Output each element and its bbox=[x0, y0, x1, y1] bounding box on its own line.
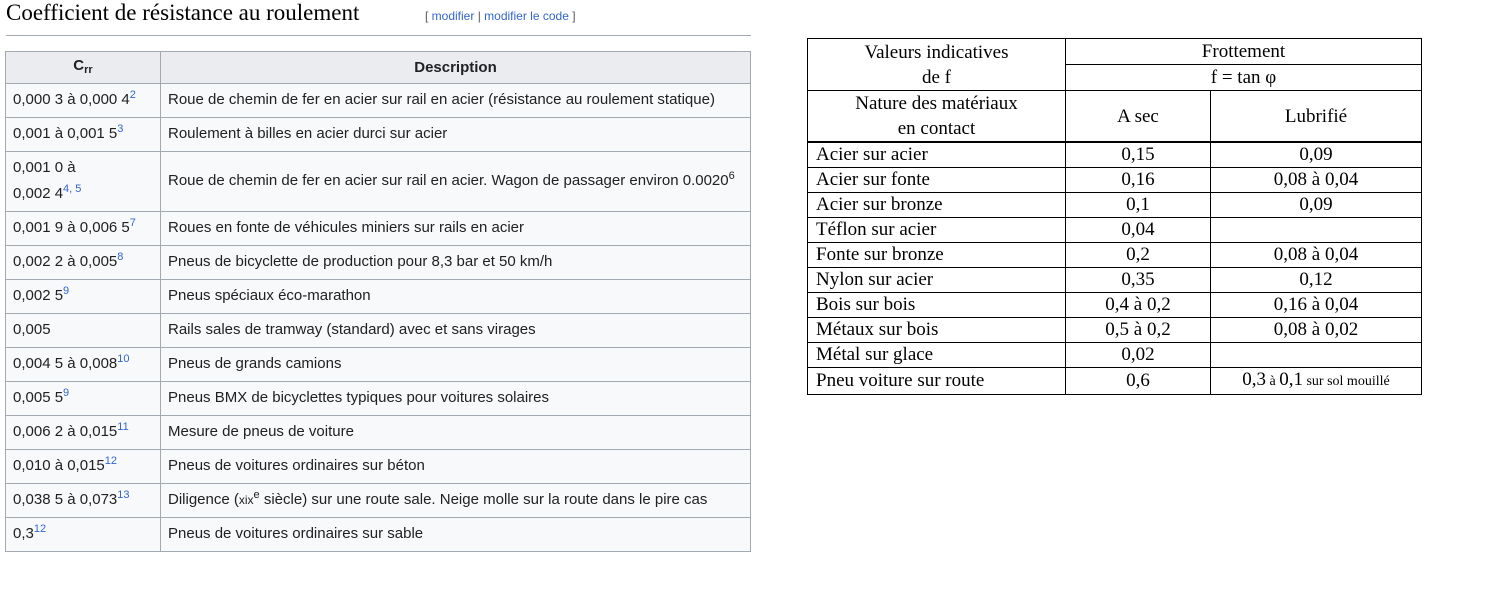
dry-cell: 0,5 à 0,2 bbox=[1066, 318, 1211, 343]
reference-link[interactable]: 12 bbox=[104, 455, 118, 467]
section-title: Coefficient de résistance au roulement bbox=[6, 0, 360, 25]
table-row bbox=[6, 518, 751, 552]
reference-link[interactable]: 10 bbox=[117, 353, 130, 365]
description-cell: Pneus de voitures ordinaires sur sable bbox=[161, 518, 751, 552]
description-cell: Pneus de bicyclette de production pour 8,3 bar et 50 km/h bbox=[161, 246, 751, 280]
table-row bbox=[808, 218, 1422, 243]
lubricated-cell bbox=[1211, 218, 1422, 243]
dry-cell: 0,15 bbox=[1066, 142, 1211, 168]
crr-cell: 0,001 9 à 0,006 $5^7$ bbox=[6, 212, 161, 246]
table-row bbox=[808, 268, 1422, 293]
crr-cell: 0,000 3 à 0,000 $4^2$ bbox=[6, 84, 161, 118]
formula-header: f = tan φ bbox=[1066, 65, 1422, 91]
reference-link[interactable]: 4, 5 bbox=[63, 183, 82, 195]
reference-link[interactable]: 7 bbox=[129, 217, 136, 229]
description-cell: Mesure de pneus de voiture bbox=[161, 416, 751, 450]
material-cell: Nylon sur acier bbox=[808, 268, 1066, 293]
reference-link[interactable]: 13 bbox=[117, 489, 130, 501]
crr-cell: 0,005 bbox=[6, 314, 161, 348]
reference-link[interactable]: 9 bbox=[63, 285, 70, 297]
description-column-header[interactable]: Description bbox=[161, 52, 751, 84]
table-row bbox=[6, 118, 751, 152]
reference-link[interactable]: 2 bbox=[129, 89, 136, 101]
table-row bbox=[6, 450, 751, 484]
crr-cell: $0,3^{12}$ bbox=[6, 518, 161, 552]
crr-column-header[interactable]: $C_{rr}$ bbox=[6, 52, 161, 84]
friction-header: Frottement bbox=[1066, 39, 1422, 65]
lubricated-cell: 0,09 bbox=[1211, 142, 1422, 168]
crr-cell: 0,038 5 à 0,073$^{13}$ bbox=[6, 484, 161, 518]
reference-link[interactable]: 6 bbox=[728, 170, 735, 182]
table-row bbox=[808, 193, 1422, 218]
table-row bbox=[808, 368, 1422, 395]
description-cell: Roue de chemin de fer en acier sur rail en acier (résistance au roulement statique) bbox=[161, 84, 751, 118]
material-cell: Acier sur acier bbox=[808, 142, 1066, 168]
crr-cell: 0,001 0 à 0,002 4$^{4, 5}$ bbox=[6, 152, 161, 212]
material-cell: Acier sur fonte bbox=[808, 168, 1066, 193]
crr-cell: 0,010 à 0,015$^{12}$ bbox=[6, 450, 161, 484]
description-cell: Roue de chemin de fer en acier sur rail en acier. Wagon de passager environ 0.0020$^6$ bbox=[161, 152, 751, 212]
table-header-row bbox=[6, 52, 751, 84]
crr-cell: 0,005 $5^9$ bbox=[6, 382, 161, 416]
table-row bbox=[6, 152, 751, 212]
reference-link[interactable]: 3 bbox=[117, 123, 124, 135]
dry-cell: 0,35 bbox=[1066, 268, 1211, 293]
friction-coefficients-table bbox=[807, 38, 1422, 395]
table-row bbox=[6, 314, 751, 348]
lubricated-cell: 0,08 à 0,02 bbox=[1211, 318, 1422, 343]
table-row bbox=[808, 318, 1422, 343]
material-cell: Pneu voiture sur route bbox=[808, 368, 1066, 395]
section-heading bbox=[6, 0, 751, 36]
dry-cell: 0,04 bbox=[1066, 218, 1211, 243]
lubricated-cell: 0,3 à 0,1 sur sol mouillé bbox=[1211, 368, 1422, 395]
table-row bbox=[6, 84, 751, 118]
table-row bbox=[6, 212, 751, 246]
crr-cell: 0,002 2 à 0,005$^8$ bbox=[6, 246, 161, 280]
dry-header: A sec bbox=[1066, 91, 1211, 143]
table-row bbox=[808, 142, 1422, 168]
description-cell: Pneus de voitures ordinaires sur béton bbox=[161, 450, 751, 484]
description-cell: Roues en fonte de véhicules miniers sur rails en acier bbox=[161, 212, 751, 246]
crr-cell: 0,002 $5^9$ bbox=[6, 280, 161, 314]
table-row bbox=[808, 243, 1422, 268]
table-row bbox=[6, 348, 751, 382]
description-cell: Pneus BMX de bicyclettes typiques pour voitures solaires bbox=[161, 382, 751, 416]
material-nature-header: Nature des matériaux en contact bbox=[808, 91, 1066, 143]
edit-source-link[interactable]: modifier le code bbox=[484, 9, 569, 23]
lubricated-cell: 0,16 à 0,04 bbox=[1211, 293, 1422, 318]
table-row bbox=[6, 382, 751, 416]
description-cell: Pneus de grands camions bbox=[161, 348, 751, 382]
lubricated-cell: 0,12 bbox=[1211, 268, 1422, 293]
material-cell: Bois sur bois bbox=[808, 293, 1066, 318]
table-row bbox=[6, 484, 751, 518]
description-cell: Pneus spéciaux éco-marathon bbox=[161, 280, 751, 314]
table-row bbox=[6, 280, 751, 314]
crr-cell: 0,004 5 à 0,008$^{10}$ bbox=[6, 348, 161, 382]
scan-header-row bbox=[808, 91, 1422, 143]
dry-cell: 0,1 bbox=[1066, 193, 1211, 218]
material-cell: Acier sur bronze bbox=[808, 193, 1066, 218]
dry-cell: 0,6 bbox=[1066, 368, 1211, 395]
lubricated-cell bbox=[1211, 343, 1422, 368]
lubricated-cell: 0,08 à 0,04 bbox=[1211, 243, 1422, 268]
indicative-values-header: Valeurs indicatives de f bbox=[808, 39, 1066, 91]
crr-cell: 0,001 à 0,001 $5^3$ bbox=[6, 118, 161, 152]
material-cell: Métal sur glace bbox=[808, 343, 1066, 368]
dry-cell: 0,2 bbox=[1066, 243, 1211, 268]
reference-link[interactable]: 9 bbox=[63, 387, 70, 399]
dry-cell: 0,02 bbox=[1066, 343, 1211, 368]
lubricated-cell: 0,09 bbox=[1211, 193, 1422, 218]
reference-link[interactable]: 11 bbox=[117, 421, 129, 433]
reference-link[interactable]: 8 bbox=[117, 251, 124, 263]
dry-cell: 0,16 bbox=[1066, 168, 1211, 193]
scan-header-row bbox=[808, 39, 1422, 65]
table-row bbox=[808, 343, 1422, 368]
description-cell: Rails sales de tramway (standard) avec et sans virages bbox=[161, 314, 751, 348]
edit-link[interactable]: modifier bbox=[431, 9, 475, 23]
table-row bbox=[6, 416, 751, 450]
description-cell: Roulement à billes en acier durci sur acier bbox=[161, 118, 751, 152]
table-row bbox=[808, 293, 1422, 318]
reference-link[interactable]: 12 bbox=[33, 523, 47, 535]
crr-cell: 0,006 2 à 0,015$^{11}$ bbox=[6, 416, 161, 450]
table-row bbox=[808, 168, 1422, 193]
edit-links: [ modifier | modifier le code ] bbox=[425, 9, 576, 23]
table-row bbox=[6, 246, 751, 280]
material-cell: Fonte sur bronze bbox=[808, 243, 1066, 268]
rolling-resistance-table bbox=[5, 51, 751, 552]
dry-cell: 0,4 à 0,2 bbox=[1066, 293, 1211, 318]
material-cell: Téflon sur acier bbox=[808, 218, 1066, 243]
material-cell: Métaux sur bois bbox=[808, 318, 1066, 343]
lubricated-header: Lubrifié bbox=[1211, 91, 1422, 143]
lubricated-cell: 0,08 à 0,04 bbox=[1211, 168, 1422, 193]
description-cell: Diligence (xix$^e$ siècle) sur une route sale. Neige molle sur la route dans le pire cas bbox=[161, 484, 751, 518]
